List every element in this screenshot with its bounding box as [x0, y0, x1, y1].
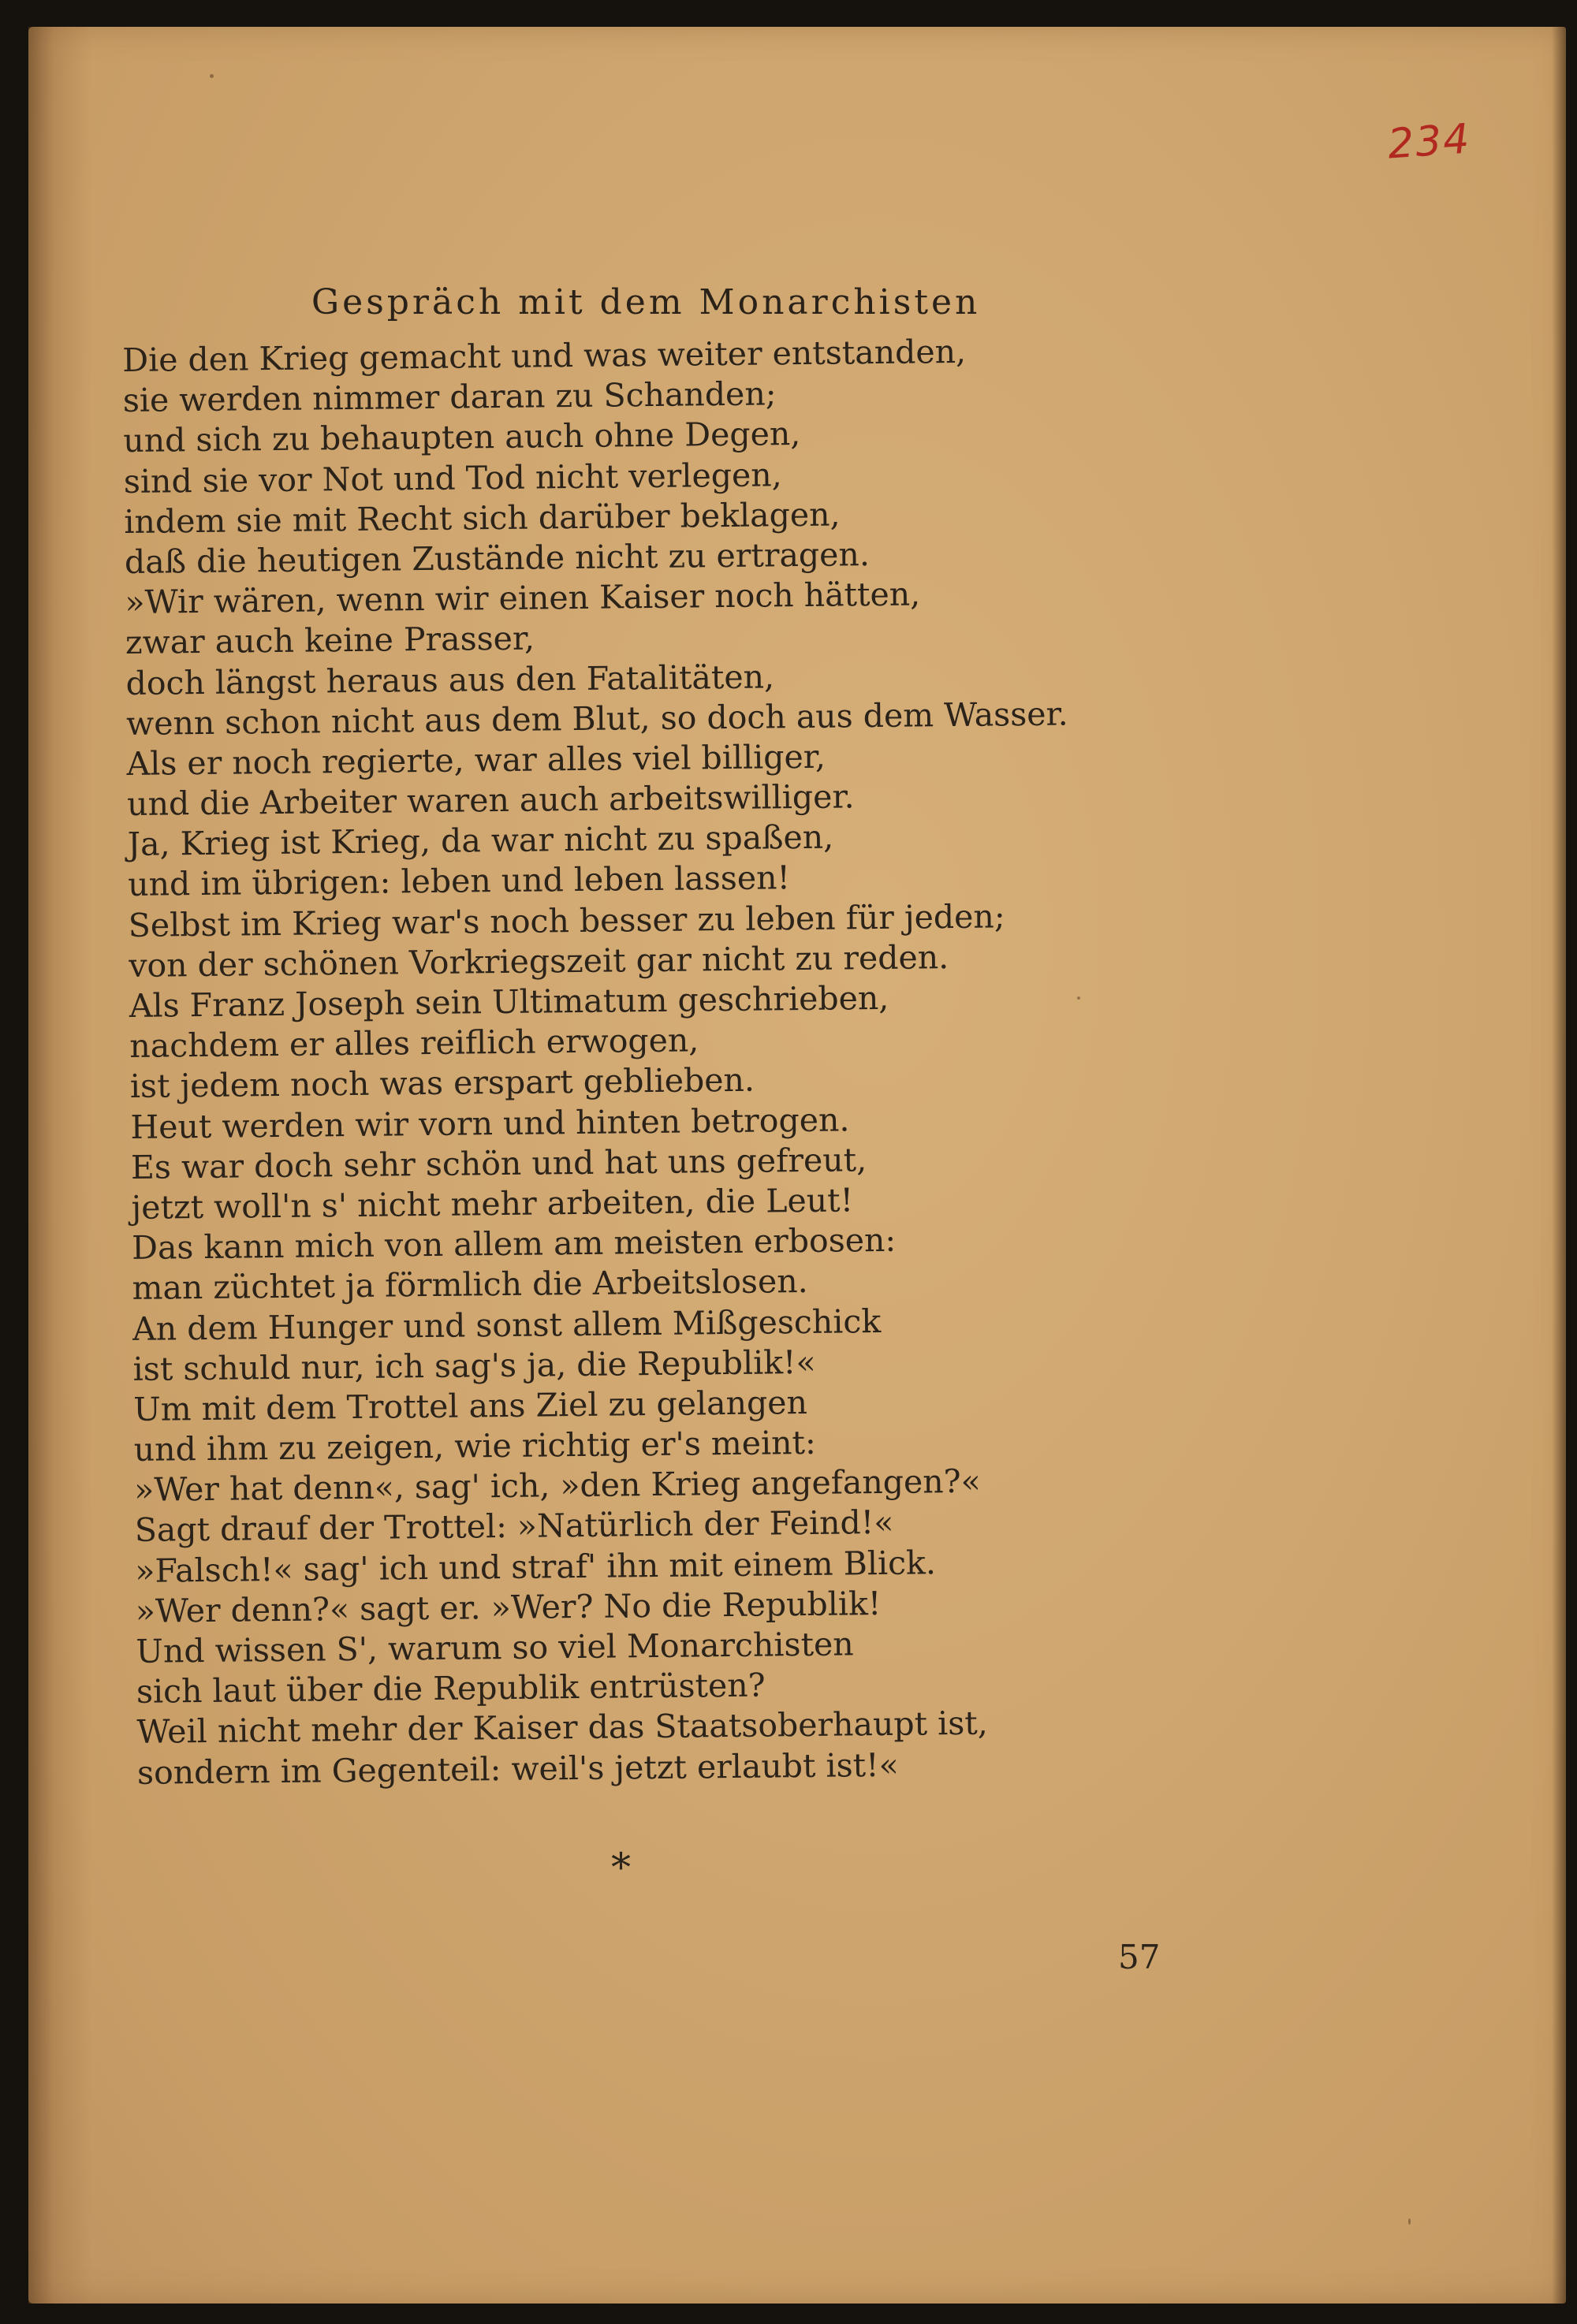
poem-line: und sich zu behaupten auch ohne Degen,: [123, 415, 801, 460]
poem-line: von der schönen Vorkriegszeit gar nicht zu reden.: [129, 937, 949, 985]
poem-line: Selbst im Krieg war's noch besser zu leben für jeden;: [128, 896, 1005, 944]
poem-line: Weil nicht mehr der Kaiser das Staatsoberhaupt ist,: [136, 1704, 989, 1752]
poem-line: wenn schon nicht aus dem Blut, so doch aus dem Wasser.: [125, 695, 1068, 743]
poem-line: Das kann mich von allem am meisten erbosen:: [131, 1220, 897, 1268]
archive-number: 234: [1386, 115, 1473, 169]
poem-line: Um mit dem Trottel ans Ziel zu gelangen: [132, 1383, 808, 1428]
poem-line: Als er noch regierte, war alles viel billiger,: [126, 737, 826, 783]
poem-line: ist schuld nur, ich sag's ja, die Republik!«: [132, 1343, 816, 1388]
poem-line: Die den Krieg gemacht und was weiter entstanden,: [122, 332, 967, 379]
poem-line: sie werden nimmer daran zu Schanden;: [122, 374, 777, 420]
page-number: 57: [1118, 1938, 1161, 1976]
poem-line: »Wer denn?« sagt er. »Wer? No die Republik!: [135, 1584, 882, 1630]
poem-line: zwar auch keine Prasser,: [125, 619, 535, 662]
poem-line: man züchtet ja förmlich die Arbeitslosen.: [132, 1262, 808, 1308]
poem-line: und die Arbeiter waren auch arbeitswilliger.: [126, 777, 855, 824]
page-edge: [1552, 27, 1566, 2304]
paper-speck: [210, 74, 214, 78]
poem-line: sind sie vor Not und Tod nicht verlegen,: [123, 455, 782, 501]
poem-line: »Falsch!« sag' ich und straf' ihn mit einem Blick.: [135, 1543, 937, 1590]
poem-line: An dem Hunger und sonst allem Mißgeschick: [132, 1302, 882, 1348]
poem-line: Sagt drauf der Trottel: »Natürlich der Feind!«: [134, 1503, 894, 1550]
poem-line: indem sie mit Recht sich darüber beklagen,: [124, 495, 841, 541]
poem-title: Gespräch mit dem Monarchisten: [311, 282, 981, 322]
poem-line: jetzt woll'n s' nicht mehr arbeiten, die Leut!: [131, 1181, 854, 1227]
poem-line: daß die heutigen Zustände nicht zu ertragen.: [124, 535, 871, 581]
poem-line: Es war doch sehr schön und hat uns gefreut,: [130, 1140, 867, 1186]
poem-line: und im übrigen: leben und leben lassen!: [127, 858, 791, 904]
poem-line: Als Franz Joseph sein Ultimatum geschrieben,: [129, 978, 889, 1025]
poem-line: doch längst heraus aus den Fatalitäten,: [125, 657, 775, 702]
poem-line: ist jedem noch was erspart geblieben.: [129, 1061, 755, 1106]
paper-speck: [1408, 2218, 1411, 2225]
poem-line: »Wer hat denn«, sag' ich, »den Krieg angefangen?«: [134, 1462, 981, 1510]
poem-line: nachdem er alles reiflich erwogen,: [129, 1021, 699, 1066]
poem-line: und ihm zu zeigen, wie richtig er's meint:: [133, 1423, 817, 1469]
poem-line: sondern im Gegenteil: weil's jetzt erlaubt ist!«: [136, 1745, 899, 1792]
poem-line: Ja, Krieg ist Krieg, da war nicht zu spaßen,: [127, 817, 834, 864]
binding-gutter: [28, 27, 91, 2304]
poem-line: »Wir wären, wenn wir einen Kaiser noch hätten,: [125, 575, 921, 622]
section-ornament: *: [611, 1845, 631, 1890]
poem-line: Und wissen S', warum so viel Monarchisten: [136, 1625, 854, 1670]
poem-line: Heut werden wir vorn und hinten betrogen.: [130, 1100, 850, 1146]
poem-body: [122, 329, 1241, 1793]
poem-line: sich laut über die Republik entrüsten?: [136, 1666, 766, 1711]
